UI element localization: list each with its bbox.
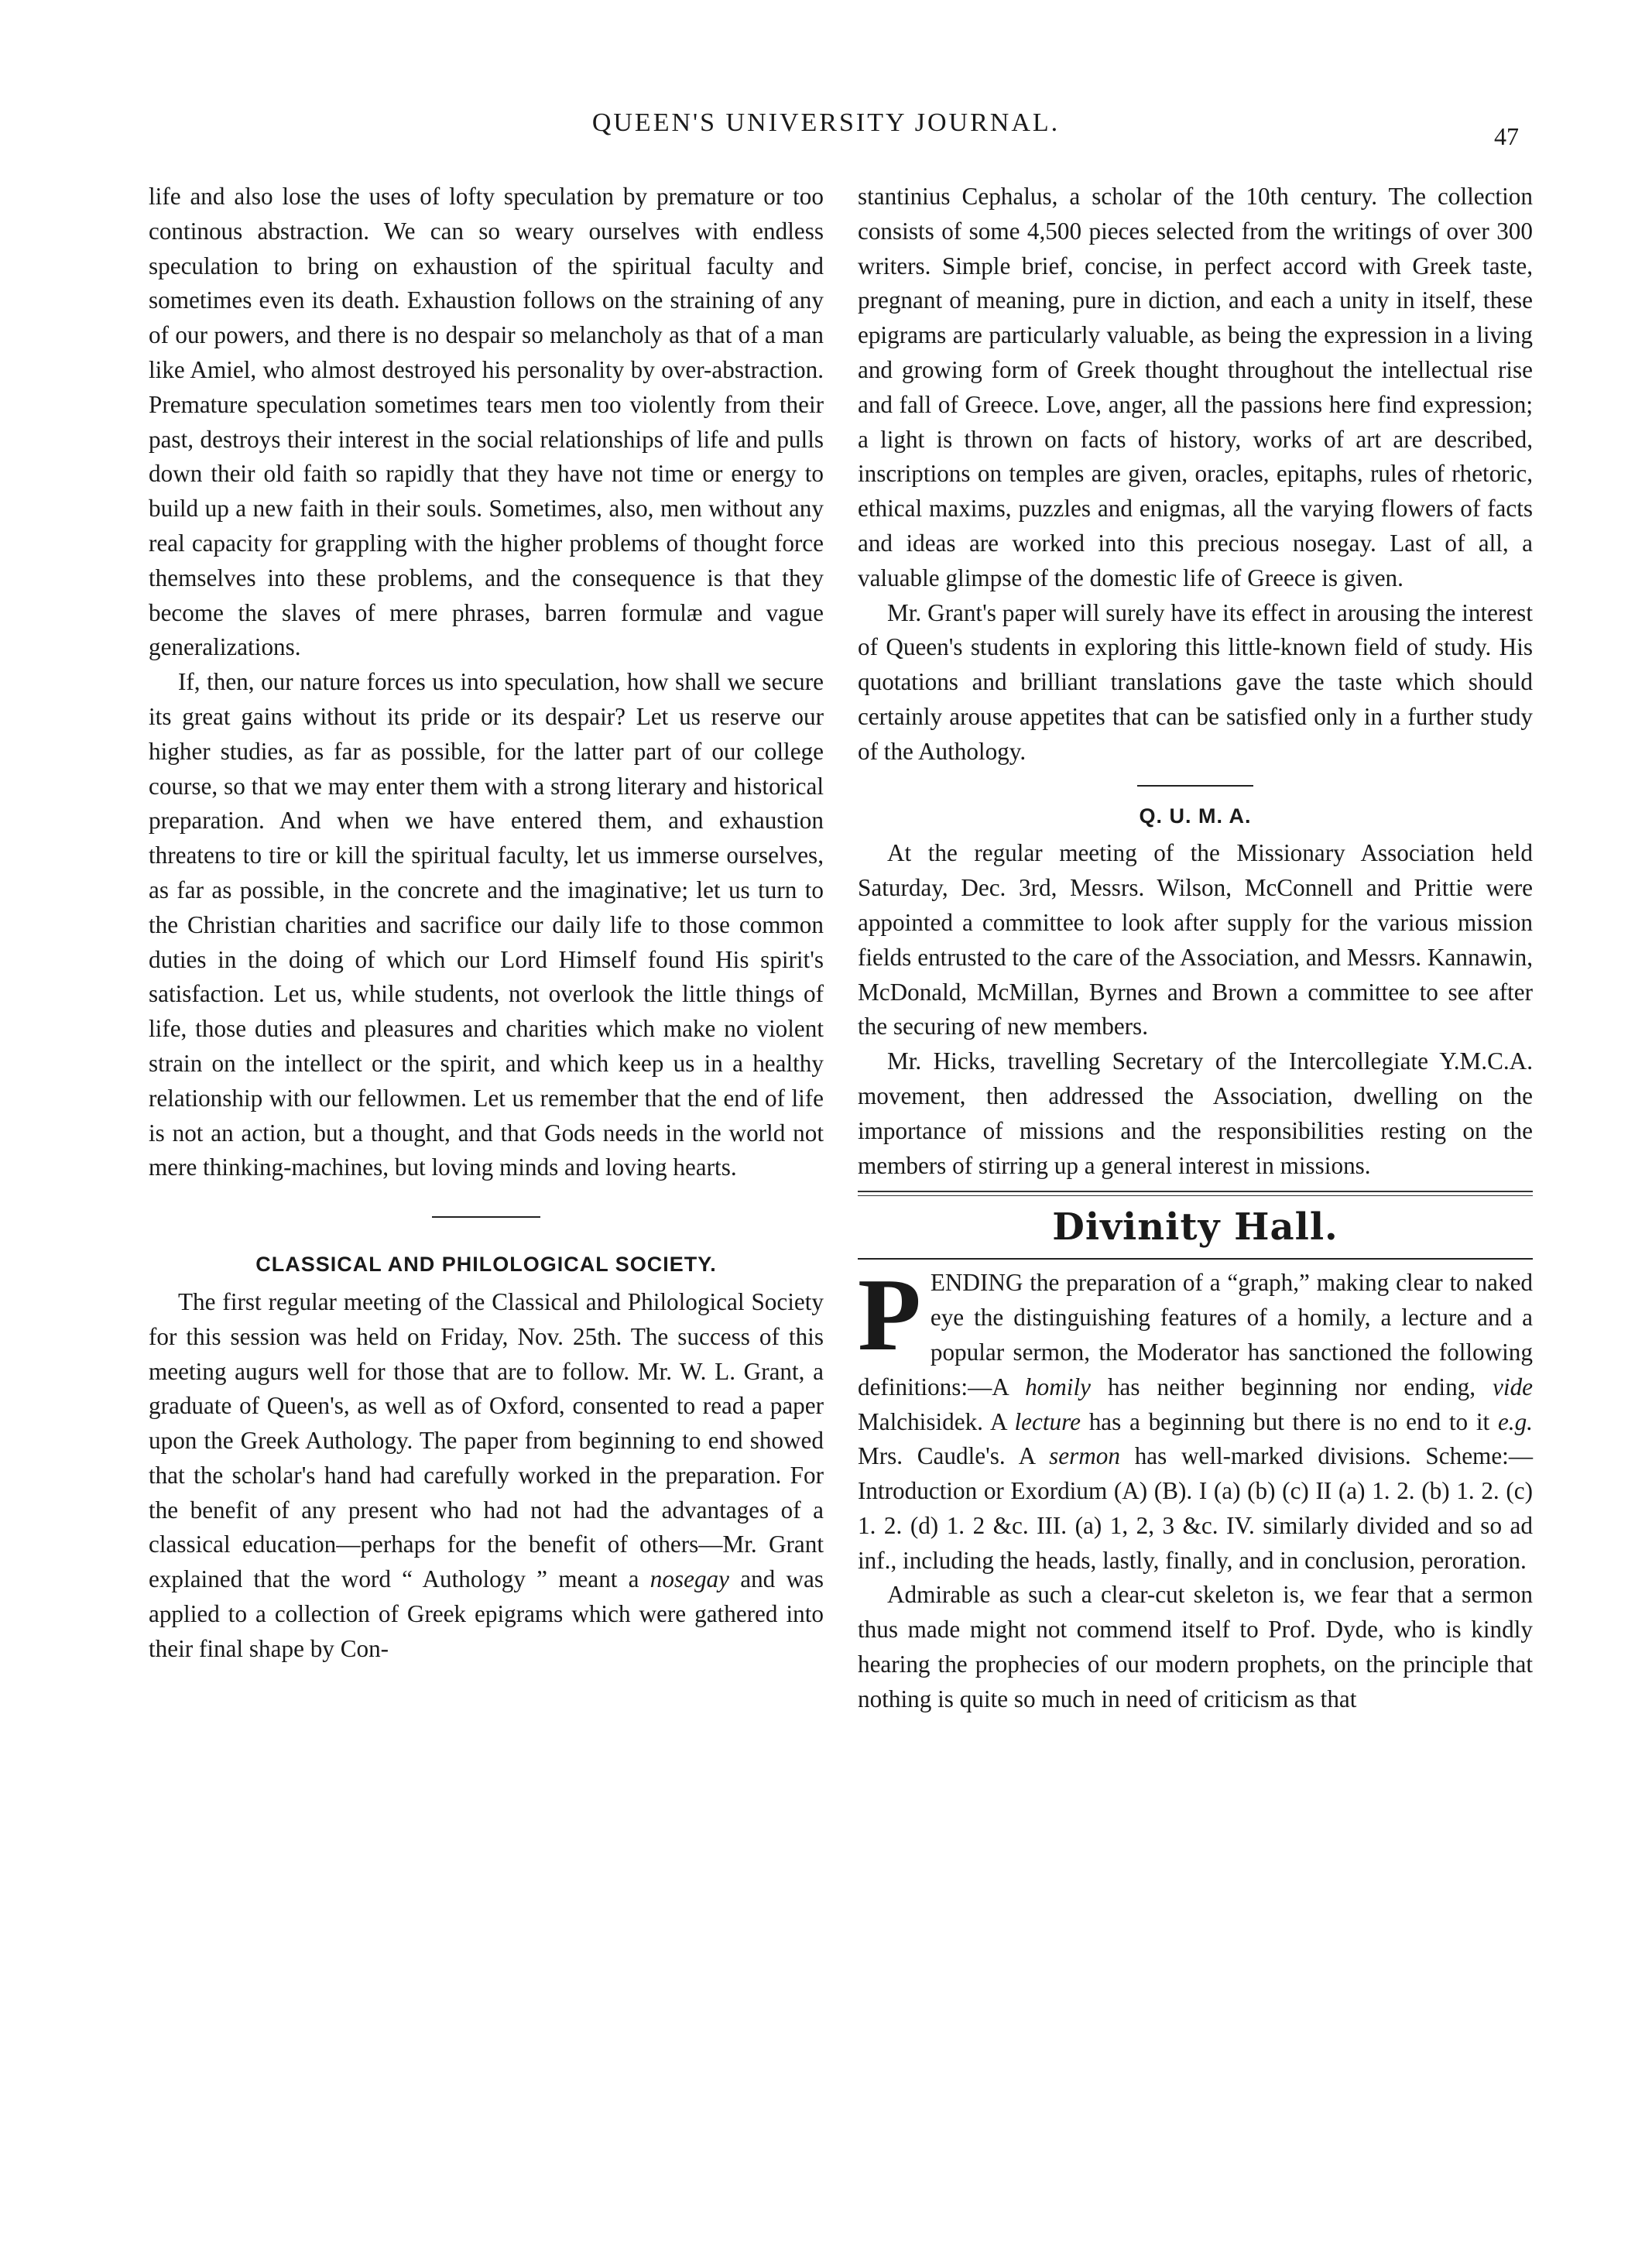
text: has neither beginning nor ending,: [1107, 1373, 1476, 1400]
text: ENDING the preparation of a “graph,” making: [930, 1269, 1390, 1297]
paragraph: Mr. Grant's paper will surely have its effect in arousing the interest of Queen's students in exploring this little-known field of study. His quotations and brilliant translations gave the taste which should certainly arouse appetites that can be satisfied only in a further study of the Authology.: [858, 598, 1533, 765]
text: of a homily, a lecture and a popular sermon,: [930, 1304, 1533, 1366]
italic-word: vide: [1493, 1373, 1534, 1400]
text: the Moderator has sanctioned the following definitions:—A: [858, 1338, 1533, 1400]
italic-word: homily: [1025, 1373, 1091, 1400]
paragraph: Mr. Hicks, travelling Secretary of the Intercollegiate Y.M.C.A. movement, then addressed the Association, dwelling on the importance of missions and the responsibilities resting on the members of stirring up a general interest in missions.: [858, 1047, 1533, 1179]
section-heading-classical: CLASSICAL AND PHILOLOGICAL SOCIETY.: [255, 1253, 717, 1277]
text: has a beginning but there is no end to it: [1088, 1407, 1490, 1435]
page-number: 47: [1494, 122, 1519, 150]
italic-word: e.g.: [1497, 1407, 1533, 1435]
paragraph: Admirable as such a clear-cut skeleton is, we fear that a sermon thus made might not commend itself to Prof. Dyde, who is kindly hearing the prophecies of our modern prophets, on the principle that nothing is quite so much in need of criticism as that: [858, 1581, 1533, 1712]
text: Malchisidek. A: [858, 1407, 1006, 1435]
italic-word: lecture: [1014, 1407, 1081, 1435]
paragraph: If, then, our nature forces us into speculation, how shall we secure its great gains without its pride or its despair? Let us reserve our higher studies, as far as possible, for the latter part of our college course, so that we may enter them with a strong literary and historical preparation. And when we have entered them, and exhaustion threatens to tire or kill the spiritual faculty, let us immerse ourselves, as far as possible, in the concrete and the imaginative; let us turn to the Christian charities and sacrifice our daily life to those common duties in the doing of which our Lord Himself found His spirit's satisfaction. Let us, while students, not overlook the little things of life, those duties and pleasures and charities which make no violent strain on the intellect or the spirit, and which keep us in a healthy relationship with our fellowmen. Let us remember that the end of life is not an action, but a thought, and that Gods needs in the world not mere thinking-machines, but loving minds and loving hearts.: [149, 668, 824, 1181]
paragraph: life and also lose the uses of lofty speculation by premature or too continous abstraction. We can so weary ourselves with endless speculation to bring on exhaustion of the spiritual faculty and sometimes even its death. Exhaustion follows on the straining of any of our powers, and there is no despair so melancholy as that of a man like Amiel, who almost destroyed his personality by over-abstraction. Premature speculation sometimes tears men too violently from their past, destroys their interest in the social relationships of life and pulls down their old faith so rapidly that they have not time or energy to build up a new faith in their souls. Sometimes, also, men without any real capacity for grappling with the higher problems of thought force themselves into these problems, and the consequence is that they become the slaves of mere phrases, barren formulæ and vague generalizations.: [149, 183, 824, 661]
text: has well-marked divisions. Scheme:—Introduction or Exordium (A) (B). I (a) (b) (c) II (a) 1. 2. (b) 1. 2. (c) 1. 2. (d) 1. 2 &c. III. (a) 1, 2, 3 &c. IV. similarly divided and so ad inf., including the heads, lastly, finally, and in conclusion, peroration.: [858, 1442, 1534, 1574]
italic-word: sermon: [1049, 1442, 1120, 1470]
left-column: [149, 180, 824, 1667]
paragraph: At the regular meeting of the Missionary Association held Saturday, Dec. 3rd, Messrs. Wilson, McConnell and Prittie were appointed a committee to look after supply for the various mission fields entrusted to the care of the Association, and Messrs. Kannawin, McDonald, McMillan, Byrnes and Brown a committee to see after the securing of new members.: [858, 839, 1533, 1040]
divider: [432, 1216, 540, 1218]
running-title: QUEEN'S UNIVERSITY JOURNAL.: [591, 108, 1061, 137]
paragraph: [149, 1285, 824, 1667]
double-rule: [858, 1191, 1533, 1196]
text: The first regular meeting of the Classical and Philological Society for this session was held on Friday, Nov. 25th. The success of this meeting augurs well for those that are to follow. Mr. W. L. Grant, a graduate of Queen's, as well as of Oxford, consented to read a paper upon the Greek Authology. The paper from beginning to end showed that the scholar's hand had carefully worked in the preparation. For the benefit of any present who had not had the advantages of a classical education—perhaps for the benefit of others—Mr. Grant explained that the word “ Authology ” meant a: [149, 1287, 824, 1593]
text: clear to naked eye the distinguishing features: [930, 1269, 1534, 1332]
divider: [858, 1258, 1533, 1260]
text: Mrs. Caudle's. A: [858, 1442, 1035, 1470]
drop-cap: P: [858, 1257, 921, 1373]
right-column: [858, 180, 1533, 1717]
text: and was applied to a collection of Greek epigrams which were gathered into their final shape by Con-: [149, 1565, 824, 1662]
section-heading-quma: Q. U. M. A.: [1139, 804, 1252, 828]
italic-word: nosegay: [649, 1565, 729, 1593]
paragraph-divinity: [858, 1257, 1534, 1578]
divider: [1137, 785, 1253, 787]
divinity-hall-title: Divinity Hall.: [1052, 1205, 1338, 1250]
paragraph: stantinius Cephalus, a scholar of the 10th century. The collection consists of some 4,500 pieces selected from the writings of over 300 writers. Simple brief, concise, in perfect accord with Greek taste, pregnant of meaning, pure in diction, and each a unity in itself, these epigrams are particularly valuable, as being the expression in a living and growing form of Greek thought throughout the intellectual rise and fall of Greece. Love, anger, all the passions here find expression; a light is thrown on facts of history, works of art are described, inscriptions on temples are given, oracles, epitaphs, rules of rhetoric, ethical maxims, puzzles and enigmas, all the varying flowers of facts and ideas are worked into this precious nosegay. Last of all, a valuable glimpse of the domestic life of Greece is given.: [858, 183, 1533, 591]
